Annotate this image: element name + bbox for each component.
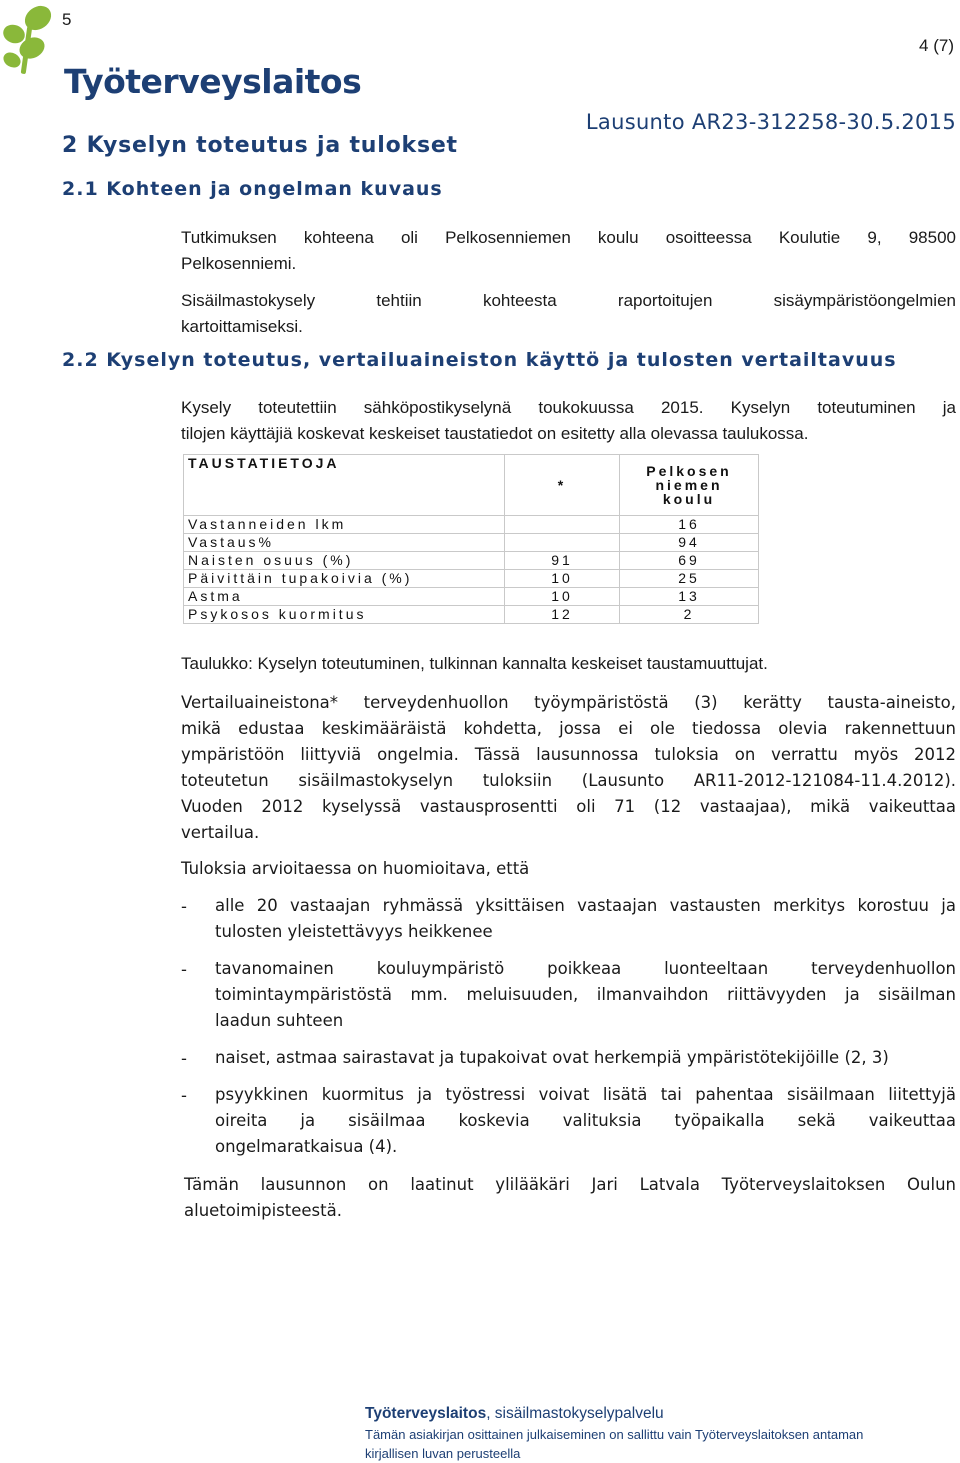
row-value: 69 xyxy=(620,552,759,570)
logo-text: Työterveyslaitos xyxy=(64,62,362,101)
text-line: Vuoden 2012 kyselyssä vastausprosentti oli 71 (12 vastaajaa), mikä vaikeuttaa xyxy=(181,797,956,816)
row-value: 94 xyxy=(620,534,759,552)
row-reference: 91 xyxy=(505,552,620,570)
footer-organization: Työterveyslaitos, sisäilmastokyselypalvelu xyxy=(365,1405,664,1422)
table-row xyxy=(184,552,759,570)
text-line: aluetoimipisteestä. xyxy=(184,1201,342,1220)
row-reference: 10 xyxy=(505,588,620,606)
row-reference: 10 xyxy=(505,570,620,588)
background-table xyxy=(183,454,759,624)
heading-section-2: 2 Kyselyn toteutus ja tulokset xyxy=(62,133,458,158)
table-header-label: TAUSTATIETOJA xyxy=(184,455,505,516)
row-value: 13 xyxy=(620,588,759,606)
table-header-school: Pelkosen niemen koulu xyxy=(620,455,759,516)
bullet-dash: - xyxy=(181,960,187,979)
row-value: 2 xyxy=(620,606,759,624)
paragraph-author xyxy=(184,1172,956,1224)
table-caption: Taulukko: Kyselyn toteutuminen, tulkinnan kannalta keskeiset taustamuuttujat. xyxy=(181,654,768,673)
text-line: laadun suhteen xyxy=(215,1011,344,1030)
row-reference xyxy=(505,516,620,534)
document-reference: Lausunto AR23-312258-30.5.2015 xyxy=(585,110,956,134)
text-line: toimintaympäristöstä mm. meluisuuden, ilmanvaihdon riittävyyden ja sisäilman xyxy=(215,985,956,1004)
text-line: Vertailuaineistona* terveydenhuollon työympäristöstä (3) kerätty tausta-aineisto, xyxy=(181,693,956,712)
paragraph-reference-data xyxy=(181,690,956,846)
footer-copyright-line: kirjallisen luvan perusteella xyxy=(365,1446,521,1461)
page-count: 4 (7) xyxy=(919,36,954,55)
table-row xyxy=(184,534,759,552)
text-line: Pelkosenniemi. xyxy=(181,254,297,273)
text-line: Kysely toteutettiin sähköpostikyselynä toukokuussa 2015. Kyselyn toteutuminen ja xyxy=(181,398,956,417)
table-row xyxy=(184,570,759,588)
text-line: mikä edustaa keskimääräistä kohdetta, jossa ei ole tiedossa olevia rakennettuun xyxy=(181,719,956,738)
row-label: Vastaus% xyxy=(184,534,505,552)
paragraph-considerations: Tuloksia arvioitaessa on huomioitava, että xyxy=(181,859,530,878)
text-line: psyykkinen kuormitus ja työstressi voivat lisätä tai pahentaa sisäilmaan liitettyjä xyxy=(215,1085,956,1104)
bullet-item xyxy=(215,1082,956,1160)
text-line: alle 20 vastaajan ryhmässä yksittäisen vastaajan vastausten merkitys korostuu ja xyxy=(215,896,956,915)
text-line: oireita ja sisäilmaa koskevia valituksia työpaikalla sekä vaikeuttaa xyxy=(215,1111,956,1130)
text-line: tulosten yleistettävyys heikkenee xyxy=(215,922,493,941)
row-label: Naisten osuus (%) xyxy=(184,552,505,570)
text-line: naiset, astmaa sairastavat ja tupakoivat ovat herkempiä ympäristötekijöille (2, 3) xyxy=(215,1048,889,1067)
text-line: vertailua. xyxy=(181,823,260,842)
table-row xyxy=(184,606,759,624)
text-line: Tutkimuksen kohteena oli Pelkosenniemen koulu osoitteessa Koulutie 9, 98500 xyxy=(181,228,956,247)
table-header-row xyxy=(184,455,759,516)
table-row xyxy=(184,516,759,534)
paragraph-purpose xyxy=(181,288,956,340)
footer-copyright-line: Tämän asiakirjan osittainen julkaiseminen on sallittu vain Työterveyslaitoksen antaman xyxy=(365,1427,864,1442)
row-reference: 12 xyxy=(505,606,620,624)
row-value: 25 xyxy=(620,570,759,588)
row-label: Astma xyxy=(184,588,505,606)
paragraph-target xyxy=(181,225,956,277)
text-line: ongelmaratkaisua (4). xyxy=(215,1137,398,1156)
bullet-item xyxy=(215,956,956,1034)
text-line: ympäristöön liittyviä ongelmia. Tässä lausunnossa tuloksia on verrattu myös 2012 xyxy=(181,745,956,764)
bullet-dash: - xyxy=(181,897,187,916)
text-line: Sisäilmastokysely tehtiin kohteesta raportoitujen sisäympäristöongelmien xyxy=(181,291,956,310)
bullet-item xyxy=(215,1045,956,1071)
text-line: kartoittamiseksi. xyxy=(181,317,303,336)
row-label: Psykosos kuormitus xyxy=(184,606,505,624)
row-value: 16 xyxy=(620,516,759,534)
text-line: tilojen käyttäjiä koskevat keskeiset taustatiedot on esitetty alla olevassa taulukossa. xyxy=(181,424,809,443)
row-reference xyxy=(505,534,620,552)
bullet-dash: - xyxy=(181,1049,187,1068)
row-label: Vastanneiden lkm xyxy=(184,516,505,534)
table-row xyxy=(184,588,759,606)
row-label: Päivittäin tupakoivia (%) xyxy=(184,570,505,588)
heading-section-2-1: 2.1 Kohteen ja ongelman kuvaus xyxy=(62,178,443,200)
heading-section-2-2: 2.2 Kyselyn toteutus, vertailuaineiston käyttö ja tulosten vertailtavuus xyxy=(62,349,897,371)
bullet-item xyxy=(215,893,956,945)
page-number: 5 xyxy=(62,10,72,29)
paragraph-method xyxy=(181,395,956,447)
text-line: toteutetun sisäilmastokyselyn tuloksiin (Lausunto AR11-2012-121084-11.4.2012). xyxy=(181,771,956,790)
table-header-reference: * xyxy=(505,455,620,516)
text-line: tavanomainen kouluympäristö poikkeaa luonteeltaan terveydenhuollon xyxy=(215,959,956,978)
bullet-dash: - xyxy=(181,1086,187,1105)
text-line: Tämän lausunnon on laatinut ylilääkäri Jari Latvala Työterveyslaitoksen Oulun xyxy=(184,1175,956,1194)
